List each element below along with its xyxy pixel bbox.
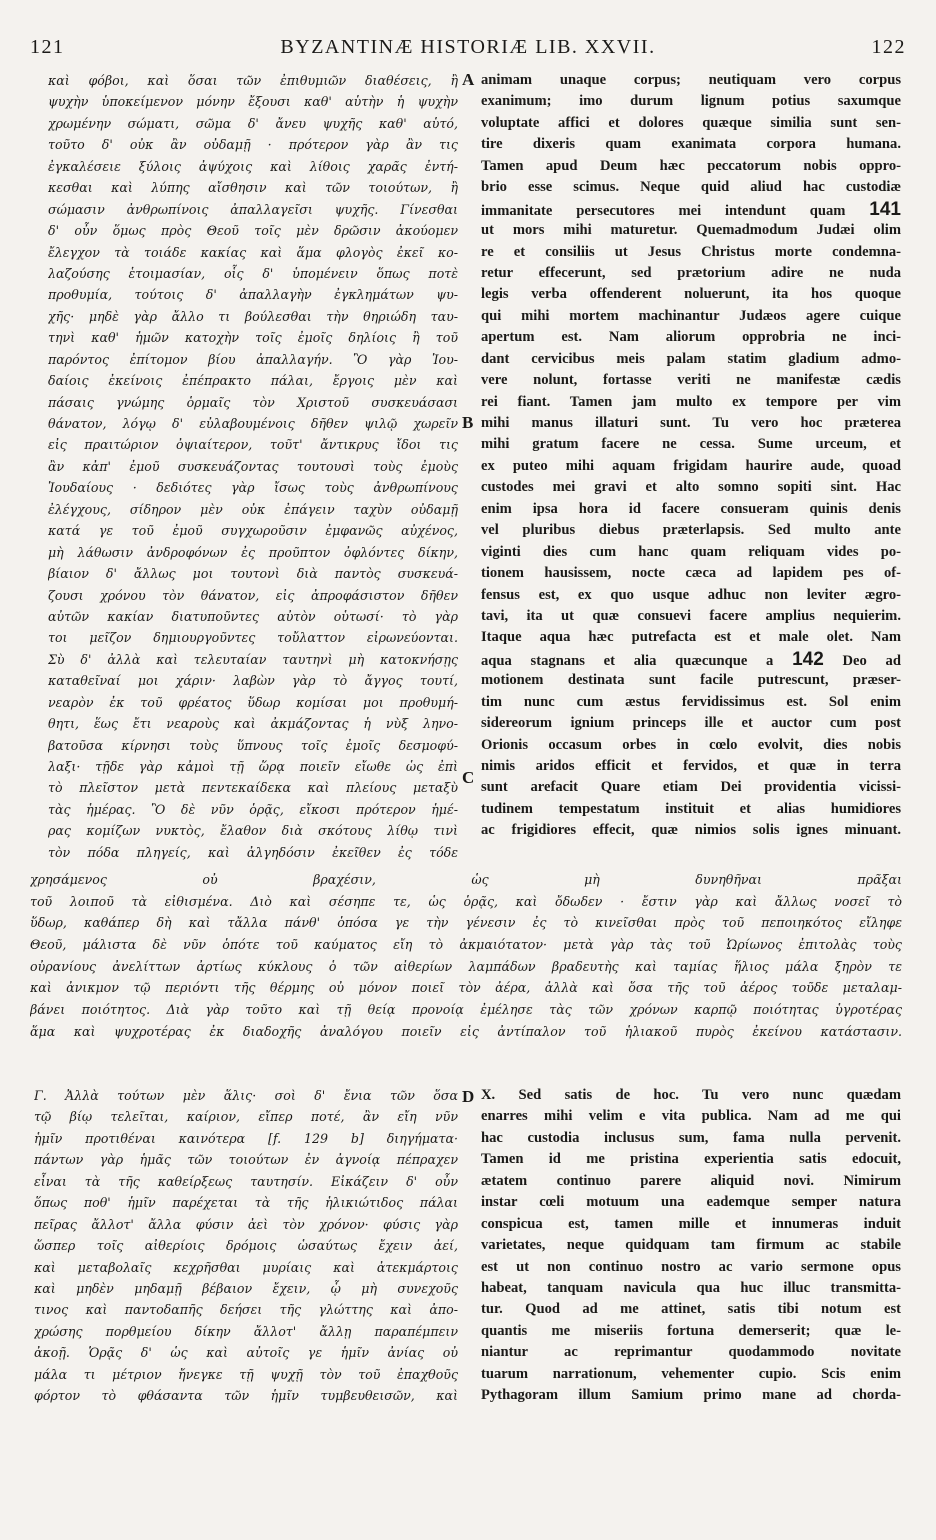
latin-upper-line: Orionis occasum orbes in cœlo evolvit, dies nobis xyxy=(481,736,901,753)
greek-lower-line: τῷ βίῳ τελεῖται, καίριον, εἴπερ ποτέ, ἂν εἴη νῦν xyxy=(34,1109,458,1125)
greek-upper-line: καταθεῖναί μοι χάριν· λαβὼν γὰρ τὸ ἄγγος τουτί, xyxy=(48,673,458,689)
greek-upper-line: δ' οὖν ὅμως πρὸς Θεοῦ τοῖς μὲν δρῶσιν ἀκούομεν xyxy=(48,223,458,239)
latin-lower-line: hac custodia inclusus sum, fama nulla pervenit. xyxy=(481,1129,901,1146)
greek-upper-line: χῆς· μηδὲ γὰρ ἄλλο τι βούλεσθαι τὴν θηριώδη ταυ- xyxy=(48,308,458,324)
greek-column-upper xyxy=(48,70,458,866)
margin-marker-d: D xyxy=(462,1087,475,1106)
latin-upper-line: re et consiliis ut Jesus Christus morte condemna- xyxy=(481,243,901,260)
greek-wide-line: οὐρανίους ἀνελίττων ἀρτίως κύκλους ὁ τῶν αἰθερίων λαμπάδων βραδευτὴς καὶ ταμίας ἥλιος μάλα ξηρὸν τε xyxy=(30,958,902,974)
greek-upper-line: τοῦτο δ' οὐκ ἂν οὐδαμῇ · πρότερον γὰρ ἂν τις xyxy=(48,137,458,153)
greek-wide-line: χρησάμενος οὐ βραχέσιν, ὡς μὴ δυνηθῆναι πρᾶξαι xyxy=(30,872,902,887)
greek-upper-line: βίαιον δ' ἄλλως μοι τουτονὶ διὰ παντὸς συσκευά- xyxy=(48,566,458,582)
greek-upper-line: πάσαις γνώμης ὁρμαῖς τὸν Χριστοῦ συσκευάσασι xyxy=(48,394,458,410)
greek-upper-line: καὶ φόβοι, καὶ ὅσαι τῶν ἐπιθυμιῶν διαθέσεις, ἢ xyxy=(48,73,458,88)
greek-wide-line: ὕδωρ, καθάπερ δὴ καὶ τἄλλα πάνθ' ὁπόσα γε τὴν γένεσιν ἐς τὸ κινεῖσθαι πρὸς τοῦ πεποιηκότος εἴληφε xyxy=(30,915,902,931)
greek-lower-line: ὥσπερ τοῖς αἰθερίοις δρόμοις ὡσαύτως ἔχειν ἀεί, xyxy=(34,1238,458,1254)
greek-wide-line: Θεοῦ, μάλιστα δὲ νῦν ὁπότε τοῦ καύματος εἴη τὸ ἀκμαιότατον· μετὰ γὰρ τὰς τοῦ Ὠρίωνος ἐπιτολὰς τοὺς xyxy=(30,937,902,953)
latin-lower-line: ætatem continuo parere aliquid novi. Nimirum xyxy=(481,1172,901,1189)
latin-upper-line: aqua stagnans et alia quæcunque a 142 Deo ad xyxy=(481,648,901,670)
latin-upper-line: animam unaque corpus; neutiquam vero corpus xyxy=(481,72,901,88)
greek-wide-line: ἅμα καὶ ψυχροτέρας ἐκ διαδοχῆς ἀναλόγου ποιεῖν εἰς ἀντίπαλον τοῦ ἡλιακοῦ πυρὸς ἐκείνου κατάστασιν. xyxy=(30,1023,902,1039)
latin-upper-line: vel pluribus diebus præterlapsis. Sed multo ante xyxy=(481,522,901,539)
margin-marker-c: C xyxy=(462,768,475,787)
latin-lower-line: conspicua est, tamen mille et innumeras induit xyxy=(481,1215,901,1232)
greek-upper-line: νεαρὸν ἐκ τοῦ φρέατος ὕδωρ κομίσαι μοι προθυμή- xyxy=(48,694,458,710)
greek-lower-line: τινος καὶ παντοδαπῆς δεήσει τῆς γλώττης καὶ ἀπο- xyxy=(34,1302,458,1318)
page-number-left: 121 xyxy=(30,36,65,58)
page-number-right: 122 xyxy=(871,36,906,58)
latin-upper-line: tavi, ita ut quæ consuevi facere amplius nequierim. xyxy=(481,607,901,624)
latin-lower-line: Tamen id me pristina experientia satis edocuit, xyxy=(481,1151,901,1168)
greek-lower-line: ἀκοῇ. Ὁρᾷς δ' ὡς καὶ αὐτοῖς γε ἡμῖν ἀνίας οὐ xyxy=(34,1345,458,1361)
greek-upper-line: προθυμία, τούτοις δ' ἀπαλλαγὴν ἐγκλημάτων ψυ- xyxy=(48,287,458,303)
latin-upper-line: enim ipsa hora id facere consueram quinis denis xyxy=(481,500,901,517)
greek-column-lower xyxy=(34,1085,458,1417)
greek-upper-line: χρωμένην σώματι, σῶμα δ' ἄνευ ψυχῆς καθ' αὑτό, xyxy=(48,115,458,131)
latin-upper-line: ac frigidiores effecit, quæ nimios solis ignes minuant. xyxy=(481,822,901,839)
greek-upper-line: λαξι· τῇδε γὰρ κἀμοὶ τῇ ὥρᾳ ποιεῖν εἴωθε ὡς ἐπὶ xyxy=(48,759,458,774)
latin-column-lower xyxy=(481,1085,901,1417)
greek-upper-line: αὐτῶν κακίαν διατυποῦντες αὐτὸν οὑτωσί· τὸ γὰρ xyxy=(48,608,458,624)
section-number-142: 142 xyxy=(792,648,824,670)
latin-upper-line: Tamen apud Deum hæc peccatorum nobis oppro- xyxy=(481,157,901,174)
latin-upper-line: legis verba offenderent noluerunt, ita hos quoque xyxy=(481,286,901,303)
latin-upper-line: ut mors mihi maturetur. Quemadmodum Judæi olim xyxy=(481,222,901,239)
greek-lower-line: καὶ μηδὲν μηδαμῇ βέβαιον ἔχειν, ᾧ μὴ συνεχοῦς xyxy=(34,1280,458,1296)
greek-upper-line: τὸν πόδα πληγείς, καὶ ἀλγηδόσιν ἐκεῖθεν ἐς τόδε xyxy=(48,844,458,860)
greek-upper-line: ἐλέγχους, σίδηρον μὲν οὐκ ἐπάγειν ταχὺν οὐδαμῇ xyxy=(48,501,458,517)
greek-lower-line: χρώσης πορθμείου δίκην ἄλλοτ' ἄλλῃ παραπέμπειν xyxy=(34,1323,458,1339)
latin-upper-line: brio esse scimus. Neque quid aliud hac custodiæ xyxy=(481,179,901,196)
greek-lower-line: πάντων γὰρ ἡμᾶς τῶν τοιούτων ἐν ἀγνοίᾳ πέπραχεν xyxy=(34,1152,458,1168)
greek-upper-line: τοι μεῖζον δημιουργοῦντες τοὔλαττον εἰρωνεύονται. xyxy=(48,630,458,646)
latin-upper-line: tionem hausissem, nocte cæca ad lapidem pes of- xyxy=(481,565,901,582)
greek-upper-line: θάνατον, λόγῳ δ' εὐλαβουμένοις δῆθεν ψιλῷ χωρεῖν xyxy=(48,416,458,431)
latin-upper-line: voluptate affici et dolores quæque similia sunt sen- xyxy=(481,114,901,131)
greek-upper-line: τηνὶ καθ' ἡμῶν κατοχὴν τοῖς ἐμοῖς δηλίοις ἢ τοῦ xyxy=(48,330,458,346)
greek-wide-line: καὶ ἀνικμον τῷ περιόντι τῆς θέρμης οὐ μόνον ποιεῖ τὸν ἀέρα, ἀλλὰ καὶ ὅσα τῆς τοῦ ἀέρος τοῦδε μεταλαμ- xyxy=(30,980,902,996)
latin-lower-line: tuarum narrationum, vehementer cupio. Scis enim xyxy=(481,1365,901,1382)
greek-lower-line: εἶναι τὰ τῆς καθείρξεως ταυτησίν. Εἰκάζειν δ' οὖν xyxy=(34,1173,458,1189)
latin-upper-line: ex puteo mihi aquam frigidam haurire aude, quoad xyxy=(481,457,901,474)
running-title: BYZANTINÆ HISTORIÆ LIB. XXVII. xyxy=(280,36,656,58)
greek-wide-line: τοῦ λοιποῦ τὰ εἰθισμένα. Διὸ καὶ σέσηπε τε, ὡς ὁρᾷς, καὶ ὄδωδεν · ἔστιν γὰρ καὶ ἄλλως νοσεῖ τὸ xyxy=(30,893,902,909)
running-header xyxy=(30,36,906,66)
latin-upper-line: qui mihi mortem machinantur Judæos agere cuique xyxy=(481,307,901,324)
latin-upper-line: exanimum; imo durum lignum potius saxumque xyxy=(481,93,901,110)
greek-lower-line: ὅπως ποθ' ἡμῖν παρέχεται τὰ τῆς ἡλικιώτιδος πάλαι xyxy=(34,1195,458,1211)
latin-upper-line: fensus est, ex quo usque adhuc non leviter ægro- xyxy=(481,586,901,603)
latin-lower-line: est ut non continuo nostro ac vario sermone opus xyxy=(481,1258,901,1275)
latin-lower-line: habeat, tanquam navicula qua huc illuc transmitta- xyxy=(481,1279,901,1296)
latin-lower-line: quantis me miseriis fortuna demerserit; quæ le- xyxy=(481,1322,901,1339)
greek-upper-line: ψυχὴν ὑποκείμενον μόνην ἔξουσι καθ' αὑτὴν ἡ ψυχὴν xyxy=(48,94,458,110)
greek-upper-line: ἐγκαλέσειε ξύλοις ἀψύχοις καὶ λίθοις χαρᾶς ἐντή- xyxy=(48,158,458,174)
latin-upper-line: tudinem tempestatum instituit et alias humidiores xyxy=(481,800,901,817)
greek-full-width-passage xyxy=(30,869,902,1047)
latin-upper-line: retur effecerunt, sed prætorium adire ne nuda xyxy=(481,264,901,281)
greek-upper-line: Ἰουδαίους · δεδιότες γὰρ ἴσως τοὺς ἀνθρωπίνους xyxy=(48,480,458,496)
latin-upper-line: sunt arefacit Quare etiam Dei providentia vicissi- xyxy=(481,779,901,796)
greek-upper-line: κατά γε τοῦ ἐμοῦ συγχωροῦσιν ἐμφανῶς αὐχένος, xyxy=(48,523,458,539)
latin-lower-line: enarres mihi velim e vita publica. Nam ad me qui xyxy=(481,1108,901,1125)
latin-column-upper xyxy=(481,70,901,866)
latin-line-tail: Deo ad xyxy=(842,652,901,669)
greek-upper-line: δαίοις ἐκείνοις ἐπέπρακτο πάλαι, ἔργοις μὲν καὶ xyxy=(48,373,458,389)
greek-lower-line: καὶ μεταβολαῖς κεχρῆσθαι μυρίαις καὶ ἀτεκμάρτοις xyxy=(34,1259,458,1275)
greek-wide-line: βάνει ποιότητος. Διὰ γὰρ τοῦτο καὶ τῇ θείᾳ προνοίᾳ ἐμέλησε τὰς τῶν χρόνων καρπῷ ποιότητας ὑγροτέρας xyxy=(30,1002,902,1018)
latin-lower-line: X. Sed satis de hoc. Tu vero nunc quædam xyxy=(481,1087,901,1103)
greek-lower-line: ἡμῖν προτιθέναι καινότερα [f. 129 b] διηγήματα· xyxy=(34,1130,458,1146)
latin-lower-line: varietates, neque quidquam tam firmum ac stabile xyxy=(481,1237,901,1254)
latin-upper-line: sidereorum ignium princeps ille et auctor cum post xyxy=(481,715,901,732)
greek-upper-line: θητι, ἕως ἔτι νεαροὺς καὶ ἀκμάζοντας ἡ νὺξ ληνο- xyxy=(48,716,458,732)
greek-upper-line: μὴ λάθωσιν ἀνδροφόνων ἐς προῦπτον ὀφλόντες δίκην, xyxy=(48,544,458,560)
latin-upper-line: vere nolunt, fortasse veriti ne manifestæ cædis xyxy=(481,372,901,389)
latin-upper-line: Itaque aqua hæc putrefacta est et male olet. Nam xyxy=(481,629,901,646)
greek-upper-line: Σὺ δ' ἀλλὰ καὶ τελευταίαν ταυτηνὶ μὴ κατοκνήσῃς xyxy=(48,651,458,667)
greek-upper-line: τὸ πλεῖστον μετὰ πεντεκαίδεκα καὶ πλείους μεταξὺ xyxy=(48,780,458,796)
greek-upper-line: σώμασιν ἀνθρωπίνοις ἀπαλλαγεῖσι ψυχῆς. Γίνεσθαι xyxy=(48,201,458,217)
greek-lower-line: μάλα τι μέτριον ἤνεγκε τῇ ψυχῇ τὸν τοῦ ἐπαχθοῦς xyxy=(34,1366,458,1382)
greek-upper-line: λαζούσης ἑτοιμασίαν, οἷς δ' ὑπομένειν ὅπως ποτὲ xyxy=(48,265,458,281)
latin-upper-line: rei fiant. Tamen jam multo ex tempore per vim xyxy=(481,393,901,410)
latin-lower-line: tur. Quod ad me attinet, satis tibi notum est xyxy=(481,1301,901,1318)
greek-upper-line: εἰς πραιτώριον ὀψιαίτερον, τοῦτ' ἄντικρυς ἴδοι τις xyxy=(48,437,458,453)
latin-upper-line: mihi manus illaturi sunt. Tu vero hoc præterea xyxy=(481,415,901,431)
latin-upper-line: custodes mei gravi et alto somno sopiti sint. Hac xyxy=(481,479,901,496)
greek-lower-line: Γ. Ἀλλὰ τούτων μὲν ἅλις· σοὶ δ' ἔνια τῶν ὅσα xyxy=(34,1088,458,1103)
greek-upper-line: ζουσι χρόνου τὸν θάνατον, εἰς ἀπροφάσιστον δῆθεν xyxy=(48,587,458,603)
margin-marker-b: B xyxy=(462,413,474,432)
latin-upper-line: mihi gratum facere ne cessa. Sume urceum, et xyxy=(481,436,901,453)
latin-upper-line: viginti dies cum hanc quam reliquam vides po- xyxy=(481,543,901,560)
latin-upper-line: tim nunc cum æstus fervidissimus est. Sol enim xyxy=(481,693,901,710)
greek-upper-line: ἔλεγχον τὰ τοιάδε κακίας καὶ ἅμα φλογὸς ἐκεῖ κο- xyxy=(48,244,458,260)
greek-upper-line: παρόντος ἐπίτομον βίου ἀπαλλαγήν. Ὃ γὰρ Ἰου- xyxy=(48,351,458,367)
section-number-141: 141 xyxy=(869,198,901,220)
latin-upper-line: tire dixeris quam exanimata corpora humana. xyxy=(481,136,901,153)
latin-lower-line: niantur ac reprimantur quodammodo novitate xyxy=(481,1344,901,1361)
greek-upper-line: τὰς ἡμέρας. Ὃ δὲ νῦν ὁρᾷς, εἴκοσι πρότερον ἡμέ- xyxy=(48,801,458,817)
latin-upper-line: motionem destinata sunt facile putrescunt, præser- xyxy=(481,672,901,689)
latin-upper-line: apertum est. Nam aliorum opprobria ne inci- xyxy=(481,329,901,346)
margin-marker-a: A xyxy=(462,70,475,89)
greek-lower-line: φόρτον τὸ φθάσαντα τῶν ἡμῖν τυμβευθεισῶν, καὶ xyxy=(34,1388,458,1404)
latin-upper-line: dant cervicibus meis palam statim gladium admo- xyxy=(481,350,901,367)
greek-upper-line: ἂν κἀπ' ἐμοῦ συσκευάζοντας τουτουσὶ τοὺς ἐμοὺς xyxy=(48,458,458,474)
greek-upper-line: ρας κομίζων νυκτὸς, ἔλαθον διὰ σκότους λίθῳ τινὶ xyxy=(48,823,458,839)
greek-upper-line: βατοῦσα κίρνησι τοὺς ὕπνους τοῖς ἐμοῖς δεσμοφύ- xyxy=(48,737,458,753)
latin-upper-line: nimis aridos efficit et fervidos, et quæ in terra xyxy=(481,758,901,774)
latin-upper-line: immanitate persecutores mei intendunt quam 141 xyxy=(481,198,901,220)
latin-lower-line: instar cœli motuum una eademque semper natura xyxy=(481,1194,901,1211)
greek-upper-line: κεσθαι καὶ λύπης αἴσθησιν καὶ τῶν τοιούτων, ἢ xyxy=(48,180,458,196)
greek-lower-line: πεῖρας ἄλλοτ' ἄλλα φύσιν ἀεὶ τὸν χρόνον· φύσις γὰρ xyxy=(34,1216,458,1232)
latin-lower-line: Pythagoram illum Samium primo mane ad chorda- xyxy=(481,1387,901,1404)
